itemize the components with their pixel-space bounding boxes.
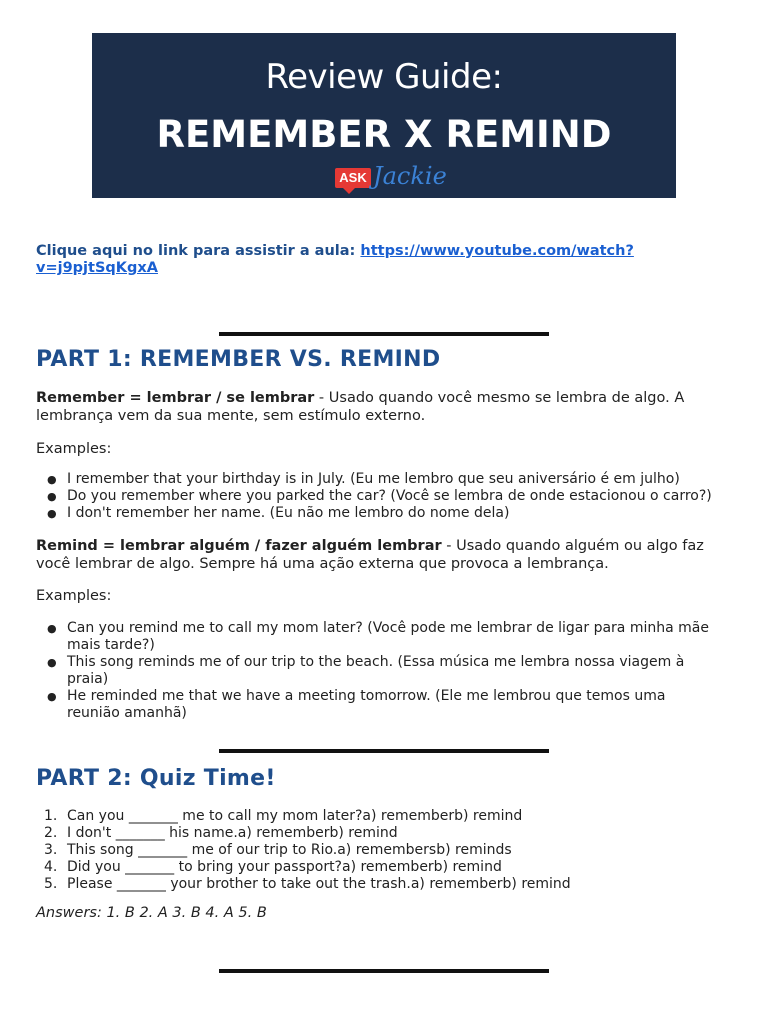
part2-heading: PART 2: Quiz Time! — [36, 766, 276, 791]
divider — [219, 969, 549, 973]
question-number: 2. — [44, 825, 58, 841]
remember-def-text: - Usado quando você mesmo se lembra de algo. A lembrança vem da sua mente, sem estímulo externo. — [36, 390, 685, 424]
video-link[interactable]: https://www.youtube.com/watch?v=j9pjtSqKgxA — [36, 243, 634, 276]
ask-jackie-logo — [335, 164, 445, 194]
quiz-list — [36, 808, 736, 893]
link-prefix: Clique aqui no link para assistir a aula: — [36, 243, 356, 259]
banner-title: Review Guide: — [265, 57, 503, 97]
question-number: 1. — [44, 808, 58, 824]
examples-label: Examples: — [36, 441, 112, 457]
list-item: ● Can you remind me to call my mom later? (Você pode me lembrar de ligar para minha mãe mais tarde?) — [36, 620, 716, 654]
question-text: This song _______ me of our trip to Rio.a) remembersb) reminds — [67, 842, 512, 858]
remind-def-text: - Usado quando alguém ou algo faz você lembrar de algo. Sempre há uma ação externa que provoca a lembrança. — [36, 538, 704, 572]
question-text: Please _______ your brother to take out the trash.a) rememberb) remind — [67, 876, 571, 892]
remember-definition — [36, 389, 736, 425]
banner-subtitle: REMEMBER X REMIND — [156, 113, 612, 156]
question-number: 5. — [44, 876, 58, 892]
question-text: I don't _______ his name.a) rememberb) remind — [67, 825, 398, 841]
list-item: ● Do you remember where you parked the car? (Você se lembra de onde estacionou o carro?) — [36, 488, 736, 505]
question-text: Did you _______ to bring your passport?a) rememberb) remind — [67, 859, 502, 875]
list-item: ● He reminded me that we have a meeting tomorrow. (Ele me lembrou que temos uma reunião amanhã) — [36, 688, 716, 722]
quiz-question — [36, 859, 736, 876]
video-link-line — [36, 243, 726, 277]
answers-line: Answers: 1. B 2. A 3. B 4. A 5. B — [36, 905, 267, 921]
remember-term: Remember = lembrar / se lembrar — [36, 390, 315, 406]
remind-examples-list — [36, 620, 716, 722]
divider — [219, 749, 549, 753]
quiz-question — [36, 825, 736, 842]
logo-jackie-text: Jackie — [373, 162, 447, 190]
list-item: ● This song reminds me of our trip to the beach. (Essa música me lembra nossa viagem à praia) — [36, 654, 716, 688]
logo-ask-badge: ASK — [335, 168, 371, 188]
divider — [219, 332, 549, 336]
question-number: 3. — [44, 842, 58, 858]
list-item: ● I don't remember her name. (Eu não me lembro do nome dela) — [36, 505, 736, 522]
part1-heading: PART 1: REMEMBER VS. REMIND — [36, 347, 441, 372]
quiz-question — [36, 808, 736, 825]
title-banner — [92, 33, 676, 198]
quiz-question — [36, 842, 736, 859]
examples-label-2: Examples: — [36, 588, 112, 604]
remind-definition — [36, 537, 736, 573]
list-item: ● I remember that your birthday is in July. (Eu me lembro que seu aniversário é em julho) — [36, 471, 736, 488]
remind-term: Remind = lembrar alguém / fazer alguém lembrar — [36, 538, 442, 554]
question-number: 4. — [44, 859, 58, 875]
quiz-question — [36, 876, 736, 893]
remember-examples-list — [36, 471, 736, 522]
question-text: Can you _______ me to call my mom later?a) rememberb) remind — [67, 808, 523, 824]
